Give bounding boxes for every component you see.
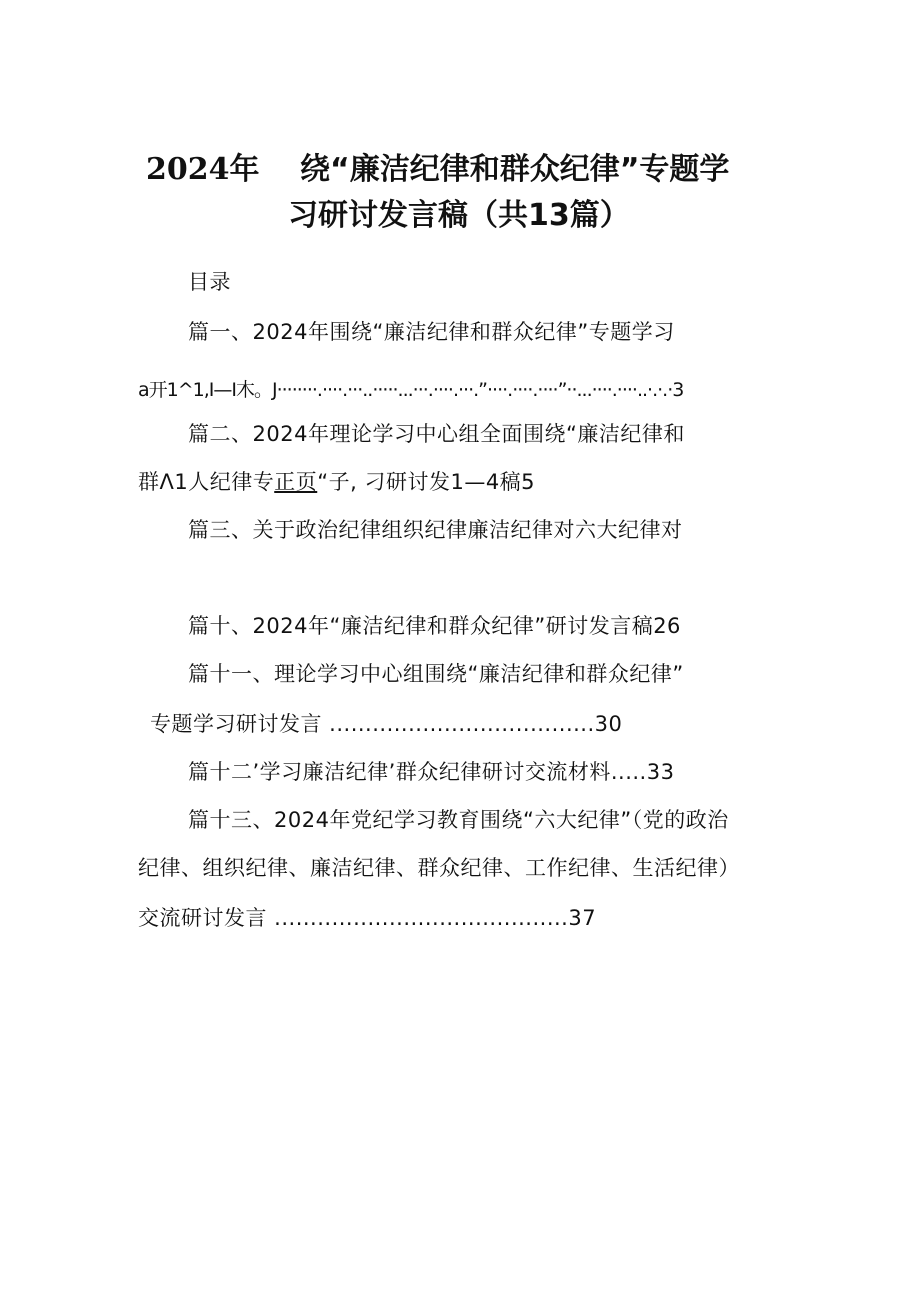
document-title-line1: [300, 150, 729, 190]
toc-entry-2-cont-pre: 群Λ1人纪律专: [138, 470, 275, 494]
toc-entry-2-cont[interactable]: [138, 468, 535, 496]
toc-heading: 目录: [188, 270, 231, 294]
title-main-text: 绕“廉洁纪律和群众纪律”专题学: [300, 152, 730, 187]
toc-entry-12[interactable]: 篇十二’学习廉洁纪律’群众纪律研讨交流材料.....33: [188, 760, 675, 784]
title-year: 2024年: [146, 152, 260, 187]
toc-entry-1-cont[interactable]: a开1^1,I—I木。J········.····.···..·····...···.····.···.”····.····.····”··...····.····..·.·.·3: [138, 379, 684, 401]
title-subtitle-text: 习研讨发言稿（共13篇）: [288, 198, 630, 233]
document-title-line2: [288, 196, 630, 236]
toc-entry-11-cont[interactable]: 专题学习研讨发言 .....................................30: [150, 712, 623, 736]
toc-entry-1[interactable]: 篇一、2024年围绕“廉洁纪律和群众纪律”专题学习: [188, 320, 675, 344]
toc-entry-3[interactable]: 篇三、关于政治纪律组织纪律廉洁纪律对六大纪律对: [188, 518, 683, 542]
toc-entry-13[interactable]: 篇十三、2024年党纪学习教育围绕“六大纪律”（党的政治: [188, 808, 729, 832]
toc-entry-2[interactable]: 篇二、2024年理论学习中心组全面围绕“廉洁纪律和: [188, 422, 685, 446]
toc-entry-10[interactable]: 篇十、2024年“廉洁纪律和群众纪律”研讨发言稿26: [188, 614, 681, 638]
toc-entry-11[interactable]: 篇十一、理论学习中心组围绕“廉洁纪律和群众纪律”: [188, 662, 684, 686]
toc-entry-2-cont-underlined: 正页: [274, 470, 318, 494]
toc-entry-2-cont-post: “子, 刁研讨发1—4稿5: [317, 470, 536, 494]
toc-entry-13-cont-2[interactable]: 交流研讨发言 .........................................37: [138, 906, 597, 930]
toc-entry-13-cont[interactable]: 纪律、组织纪律、廉洁纪律、群众纪律、工作纪律、生活纪律）: [138, 856, 740, 880]
document-title-line1-year: [146, 150, 260, 190]
